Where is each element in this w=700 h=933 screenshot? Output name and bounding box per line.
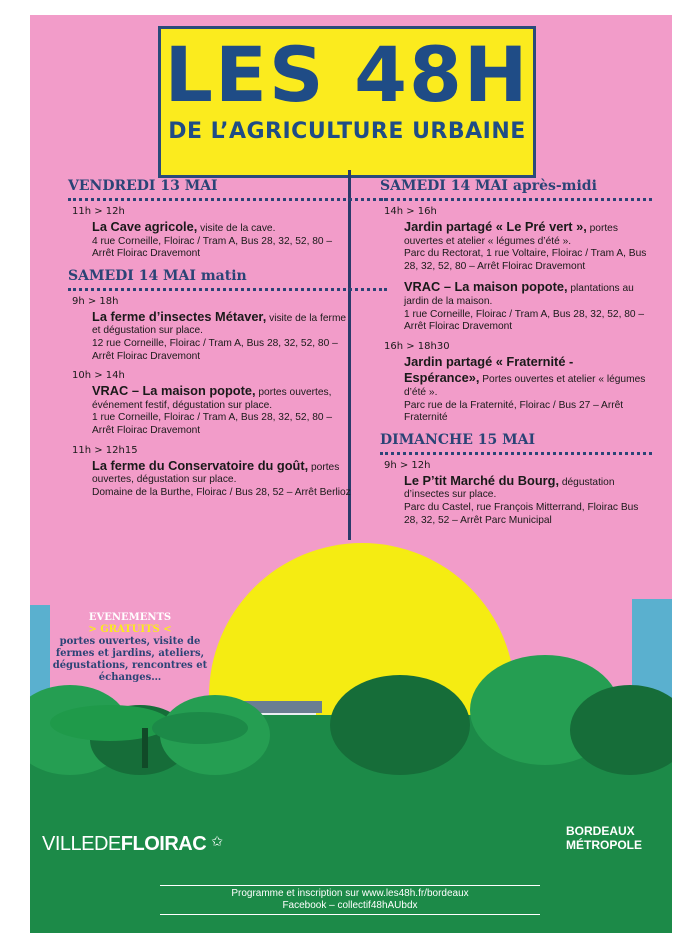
event	[92, 309, 353, 363]
promo-body: portes ouvertes, visite de fermes et jardins, ateliers, dégustations, rencontres et échanges…	[52, 636, 208, 683]
day-heading: SAMEDI 14 MAI après-midi	[380, 177, 652, 201]
free-events-promo	[40, 612, 220, 684]
time-slot: 9h > 12h	[384, 459, 431, 471]
event-name: La ferme du Conservatoire du goût,	[92, 457, 309, 473]
promo-line-1: EVENEMENTS	[88, 612, 172, 623]
event-name: VRAC – La maison popote,	[404, 279, 568, 295]
event-description: dégustation d’insectes sur place.	[404, 476, 615, 501]
footer-info	[160, 885, 540, 915]
event-name: Le P’tit Marché du Bourg,	[404, 472, 559, 488]
event	[404, 219, 652, 273]
event	[92, 458, 353, 500]
event-description: visite de la ferme et dégustation sur place.	[92, 312, 347, 337]
event-name: La Cave agricole,	[92, 219, 198, 234]
ville-de-floirac-logo: VILLEDEFLOIRAC ✩	[42, 833, 223, 855]
title-box	[158, 26, 536, 178]
star-icon: ✩	[211, 833, 223, 849]
time-slot: 10h > 14h	[72, 370, 125, 382]
promo-line-2: > GRATUITS <	[88, 624, 172, 635]
event-address: Parc du Castel, rue François Mitterrand, Floirac Bus 28, 32, 52 – Arrêt Parc Municipal	[404, 501, 639, 526]
event-description: portes ouvertes, événement festif, dégustation sur place.	[92, 387, 332, 411]
poster-title: LES 48H	[164, 30, 530, 119]
day-heading: SAMEDI 14 MAI matin	[68, 267, 387, 291]
footer-website: Programme et inscription sur www.les48h.fr/bordeaux	[231, 888, 469, 899]
event-address: Domaine de la Burthe, Floirac / Bus 28, 52 – Arrêt Berlioz	[92, 486, 351, 498]
event-description: Portes ouvertes et atelier « légumes d’été ».	[404, 374, 646, 398]
event-name: VRAC – La maison popote,	[92, 383, 256, 399]
bordeaux-metropole-logo: BORDEAUX MÉTROPOLE	[566, 824, 643, 852]
day-heading: DIMANCHE 15 MAI	[380, 431, 652, 455]
event-address: 4 rue Corneille, Floirac / Tram A, Bus 28, 32, 52, 80 – Arrêt Floirac Dravemont	[92, 235, 333, 260]
event-address: Parc rue de la Fraternité, Floirac / Bus 27 – Arrêt Fraternité	[404, 399, 624, 424]
event	[92, 219, 353, 261]
event-address: 1 rue Corneille, Floirac / Tram A, Bus 28, 32, 52, 80 – Arrêt Floirac Dravemont	[404, 308, 645, 333]
event-description: portes ouvertes et atelier « légumes d’été ».	[404, 223, 618, 247]
time-slot: 14h > 16h	[384, 206, 437, 217]
event-address: Parc du Rectorat, 1 rue Voltaire, Floirac / Tram A, Bus 28, 32, 52, 80 – Arrêt Floirac Dravemont	[404, 248, 647, 272]
left-column	[68, 177, 353, 505]
event-description: portes ouvertes, dégustation sur place.	[92, 461, 340, 486]
time-slot: 11h > 12h	[72, 206, 125, 217]
event	[404, 473, 652, 527]
time-slot: 11h > 12h15	[72, 444, 138, 456]
poster-subtitle: DE L’AGRICULTURE URBAINE	[168, 119, 526, 144]
time-slot: 16h > 18h30	[384, 340, 450, 352]
right-column	[380, 177, 652, 533]
footer-facebook: Facebook – collectif48hAUbdx	[282, 900, 418, 911]
event-description: visite de la cave.	[197, 223, 276, 234]
tree-illustration	[50, 698, 250, 768]
time-slot: 9h > 18h	[72, 295, 119, 307]
day-heading: VENDREDI 13 MAI	[68, 177, 387, 201]
event-name: Jardin partagé « Le Pré vert »,	[404, 219, 587, 234]
event-description: plantations au jardin de la maison.	[404, 283, 634, 307]
event-address: 1 rue Corneille, Floirac / Tram A, Bus 28, 32, 52, 80 – Arrêt Floirac Dravemont	[92, 412, 333, 436]
event-address: 12 rue Corneille, Floirac / Tram A, Bus 28, 32, 52, 80 – Arrêt Floirac Dravemont	[92, 337, 338, 362]
event-name: Jardin partagé « Fraternité - Espérance»,	[404, 353, 574, 386]
event-name: La ferme d’insectes Métaver,	[92, 308, 267, 324]
event	[404, 354, 652, 425]
poster	[30, 15, 672, 933]
event	[92, 383, 353, 437]
event	[404, 279, 652, 333]
